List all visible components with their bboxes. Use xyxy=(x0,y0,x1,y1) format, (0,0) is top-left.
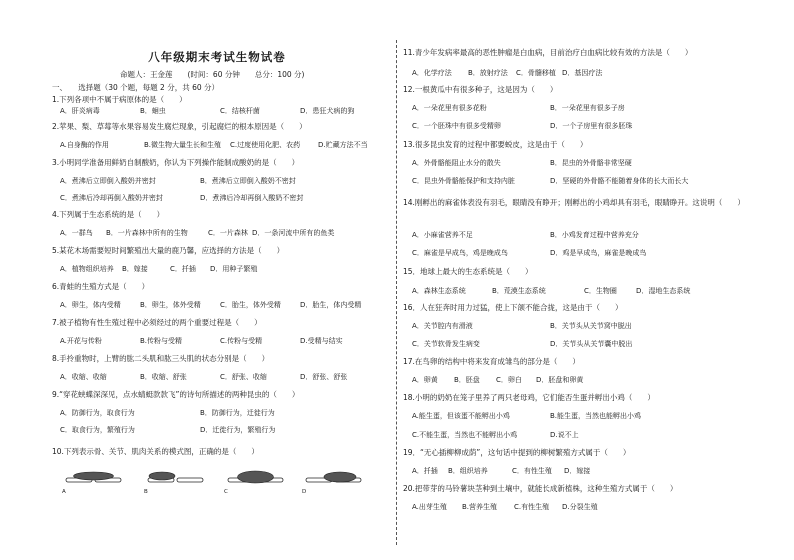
question-8: 8.手拎重物时，上臂的肱二头肌和肱三头肌的状态分别是（ ） xyxy=(52,354,270,363)
option: D．用种子繁殖 xyxy=(210,265,258,273)
option: B．胚盘 xyxy=(454,376,480,384)
figure-label: D xyxy=(302,489,307,495)
option: D．一个子房里有很多胚珠 xyxy=(550,122,633,130)
option: A．肝炎病毒 xyxy=(60,107,100,115)
option: A．植物组织培养 xyxy=(60,265,114,273)
options-row xyxy=(412,339,633,349)
option: A．收缩、收缩 xyxy=(60,373,107,381)
question-17: 17.在鸟卵的结构中将来发育成雏鸟的部分是（ ） xyxy=(403,357,580,366)
option: C．关节软骨发生病变 xyxy=(412,340,480,348)
question-2: 2.苹果、梨、草莓等水果容易发生腐烂现象，引起腐烂的根本原因是（ ） xyxy=(52,122,307,131)
option: C．有性生殖 xyxy=(512,467,552,475)
option: B．蛔虫 xyxy=(140,107,166,115)
section-heading: 一、 选择题（30 个题，每题 2 分，共 60 分） xyxy=(52,83,220,92)
option: D．湿地生态系统 xyxy=(636,287,691,295)
option: D．嫁接 xyxy=(564,467,591,475)
option: B．荒漠生态系统 xyxy=(492,287,546,295)
option: C．扦插 xyxy=(170,265,196,273)
option: C．一个胚珠中有很多受精卵 xyxy=(412,122,501,130)
option: C．昆虫外骨骼能保护和支持内脏 xyxy=(412,177,515,185)
figure-b xyxy=(144,469,208,497)
bone-joint-muscle-diagram xyxy=(302,469,366,491)
option: D．一条河流中所有的鱼类 xyxy=(252,229,335,237)
exam-meta: 命题人：王金莲 (时间：60 分钟 总分：100 分) xyxy=(120,70,305,79)
question-3: 3.小明同学准备用鲜奶自制酸奶，你认为下列操作能制成酸奶的是（ ） xyxy=(52,158,300,167)
question-20: 20.把带芽的马铃薯块茎种到土壤中，就能长成新植株，这种生殖方式属于（ ） xyxy=(403,484,678,493)
option: B．组织培养 xyxy=(448,467,488,475)
option: A．外骨骼能阻止水分的散失 xyxy=(412,159,501,167)
option: D．坚硬的外骨骼不能随着身体的长大而长大 xyxy=(550,177,689,185)
question-10: 10.下列表示骨、关节、肌肉关系的模式图，正确的是（ ） xyxy=(52,447,259,456)
option: C．煮沸后冷却再倒入酸奶并密封 xyxy=(60,194,163,202)
option: C．结核杆菌 xyxy=(220,107,260,115)
bone-joint-muscle-diagram xyxy=(224,469,288,491)
option: C．舒张、收缩 xyxy=(220,373,267,381)
options-row xyxy=(412,248,647,258)
option: A．森林生态系统 xyxy=(412,287,466,295)
option: C．一片森林 xyxy=(208,229,248,237)
option: A.能生蛋，但该蛋不能孵出小鸡 xyxy=(412,412,510,420)
option: C．取食行为，繁殖行为 xyxy=(60,426,135,434)
option: D．舒张、舒张 xyxy=(300,373,348,381)
option: B．收缩、舒张 xyxy=(140,373,187,381)
bone-joint-muscle-diagram xyxy=(144,469,208,491)
page-title: 八年级期末考试生物试卷 xyxy=(148,50,286,64)
option: A.自身酶的作用 xyxy=(60,141,109,149)
options-row xyxy=(412,411,642,421)
option: A．扦插 xyxy=(412,467,438,475)
option: C．卵白 xyxy=(496,376,522,384)
options-row xyxy=(412,176,689,186)
option: C.不能生蛋，当然也不能孵出小鸡 xyxy=(412,431,518,439)
option: B．防御行为，迁徙行为 xyxy=(200,409,275,417)
option: B．关节头从关节窝中脱出 xyxy=(550,322,632,330)
option: D．鸡是早成鸟，麻雀是晚成鸟 xyxy=(550,249,647,257)
option: C.过度使用化肥、农药 xyxy=(230,141,301,149)
option: A．一朵花里有很多花粉 xyxy=(412,104,487,112)
option: C．骨髓移植 xyxy=(516,69,556,77)
options-row xyxy=(60,408,275,418)
options-row xyxy=(60,425,276,435)
question-5: 5.某花木场需要短时间繁殖出大量的鹿乃馨，应选择的方法是（ ） xyxy=(52,246,285,255)
option: A．煮沸后立即倒入酸奶并密封 xyxy=(60,177,156,185)
option: D．胎生，体内受精 xyxy=(300,301,362,309)
question-6: 6.青蛙的生殖方式是（ ） xyxy=(52,282,150,291)
option: D.说不上 xyxy=(550,431,579,439)
question-12: 12.一根黄瓜中有很多种子，这是因为（ ） xyxy=(403,85,558,94)
figure-c xyxy=(224,469,288,497)
option: A.出芽生殖 xyxy=(412,503,447,511)
options-row xyxy=(60,176,296,186)
options-row xyxy=(412,158,632,168)
figure-a xyxy=(62,469,126,497)
option: D．关节头从关节囊中脱出 xyxy=(550,340,633,348)
option: D．胚盘和卵黄 xyxy=(536,376,584,384)
option: D．患狂犬病的狗 xyxy=(300,107,355,115)
option: B.传粉与受精 xyxy=(140,337,183,345)
option: C.传粉与受精 xyxy=(220,337,263,345)
option: B．昆虫的外骨骼非常坚硬 xyxy=(550,159,632,167)
option: C．胎生，体外受精 xyxy=(220,301,281,309)
option: C．麻雀是早成鸟，鸡是晚成鸟 xyxy=(412,249,508,257)
option: B．放射疗法 xyxy=(468,69,508,77)
option: B．小鸡发育过程中营养充分 xyxy=(550,231,639,239)
options-row xyxy=(412,230,639,240)
question-11: 11.青少年发病率最高的恶性肿瘤是白血病，目前治疗白血病比较有效的方法是（ ） xyxy=(403,48,693,57)
bone-joint-muscle-diagram xyxy=(62,469,126,491)
option: D.受精与结实 xyxy=(300,337,343,345)
options-row xyxy=(412,103,625,113)
option: A．卵黄 xyxy=(412,376,438,384)
option: B.微生物大量生长和生殖 xyxy=(144,141,222,149)
option: A．化学疗法 xyxy=(412,69,452,77)
option: B．一朵花里有很多子房 xyxy=(550,104,625,112)
option: B.能生蛋，当然也能孵出小鸡 xyxy=(550,412,642,420)
question-18: 18.小明的奶奶在笼子里养了两只老母鸡，它们能否生蛋并孵出小鸡（ ） xyxy=(403,393,655,402)
option: B．煮沸后立即倒入酸奶不密封 xyxy=(200,177,296,185)
option: B.营养生殖 xyxy=(462,503,498,511)
option: D．煮沸后冷却再倒入酸奶不密封 xyxy=(200,194,304,202)
option: B．一片森林中所有的生物 xyxy=(106,229,188,237)
option: A.开花与传粉 xyxy=(60,337,102,345)
option: D．迁徙行为，繁殖行为 xyxy=(200,426,276,434)
question-13: 13.很多昆虫发育的过程中都要蜕皮，这是由于（ ） xyxy=(403,140,588,149)
figure-label: C xyxy=(224,489,228,495)
options-row xyxy=(412,321,632,331)
option: A．小麻雀营养不足 xyxy=(412,231,473,239)
option: A．防御行为，取食行为 xyxy=(60,409,135,417)
question-14: 14.刚孵出的麻雀体表没有羽毛，眼睛没有睁开；刚孵出的小鸡却具有羽毛，眼睛睁开。这说明（ ） xyxy=(403,198,745,207)
column-divider xyxy=(396,40,397,545)
option: A．卵生，体内受精 xyxy=(60,301,121,309)
figure-label: A xyxy=(62,489,66,495)
option: C．生物圈 xyxy=(584,287,617,295)
question-1: 1.下列各项中不属于病原体的是（ ） xyxy=(52,95,187,104)
option: C.有性生殖 xyxy=(514,503,550,511)
option: B．嫁接 xyxy=(122,265,148,273)
option: A．关节腔内有滑液 xyxy=(412,322,473,330)
option: D.分裂生殖 xyxy=(562,503,598,511)
options-row xyxy=(60,193,304,203)
options-row xyxy=(412,121,633,131)
question-16: 16．人在狂奔时用力过猛，使上下颌不能合拢，这是由于（ ） xyxy=(403,303,623,312)
question-9: 9.“穿花蛱蝶深深见，点水蜻蜓款款飞”的诗句所描述的两种昆虫的（ ） xyxy=(52,390,300,399)
figure-row xyxy=(62,469,372,497)
option: A．一群鸟 xyxy=(60,229,93,237)
figure-d xyxy=(302,469,366,497)
question-19: 19．“无心插柳柳成荫”，这句话中提到的柳树繁殖方式属于（ ） xyxy=(403,448,631,457)
options-row xyxy=(412,430,579,440)
option: D.贮藏方法不当 xyxy=(318,141,368,149)
question-15: 15．地球上最大的生态系统是（ ） xyxy=(403,267,533,276)
question-7: 7.被子植物有性生殖过程中必须经过的两个重要过程是（ ） xyxy=(52,318,262,327)
option: B．卵生，体外受精 xyxy=(140,301,201,309)
figure-label: B xyxy=(144,489,148,495)
option: D．基因疗法 xyxy=(562,69,603,77)
question-4: 4.下列属于生态系统的是（ ） xyxy=(52,210,165,219)
